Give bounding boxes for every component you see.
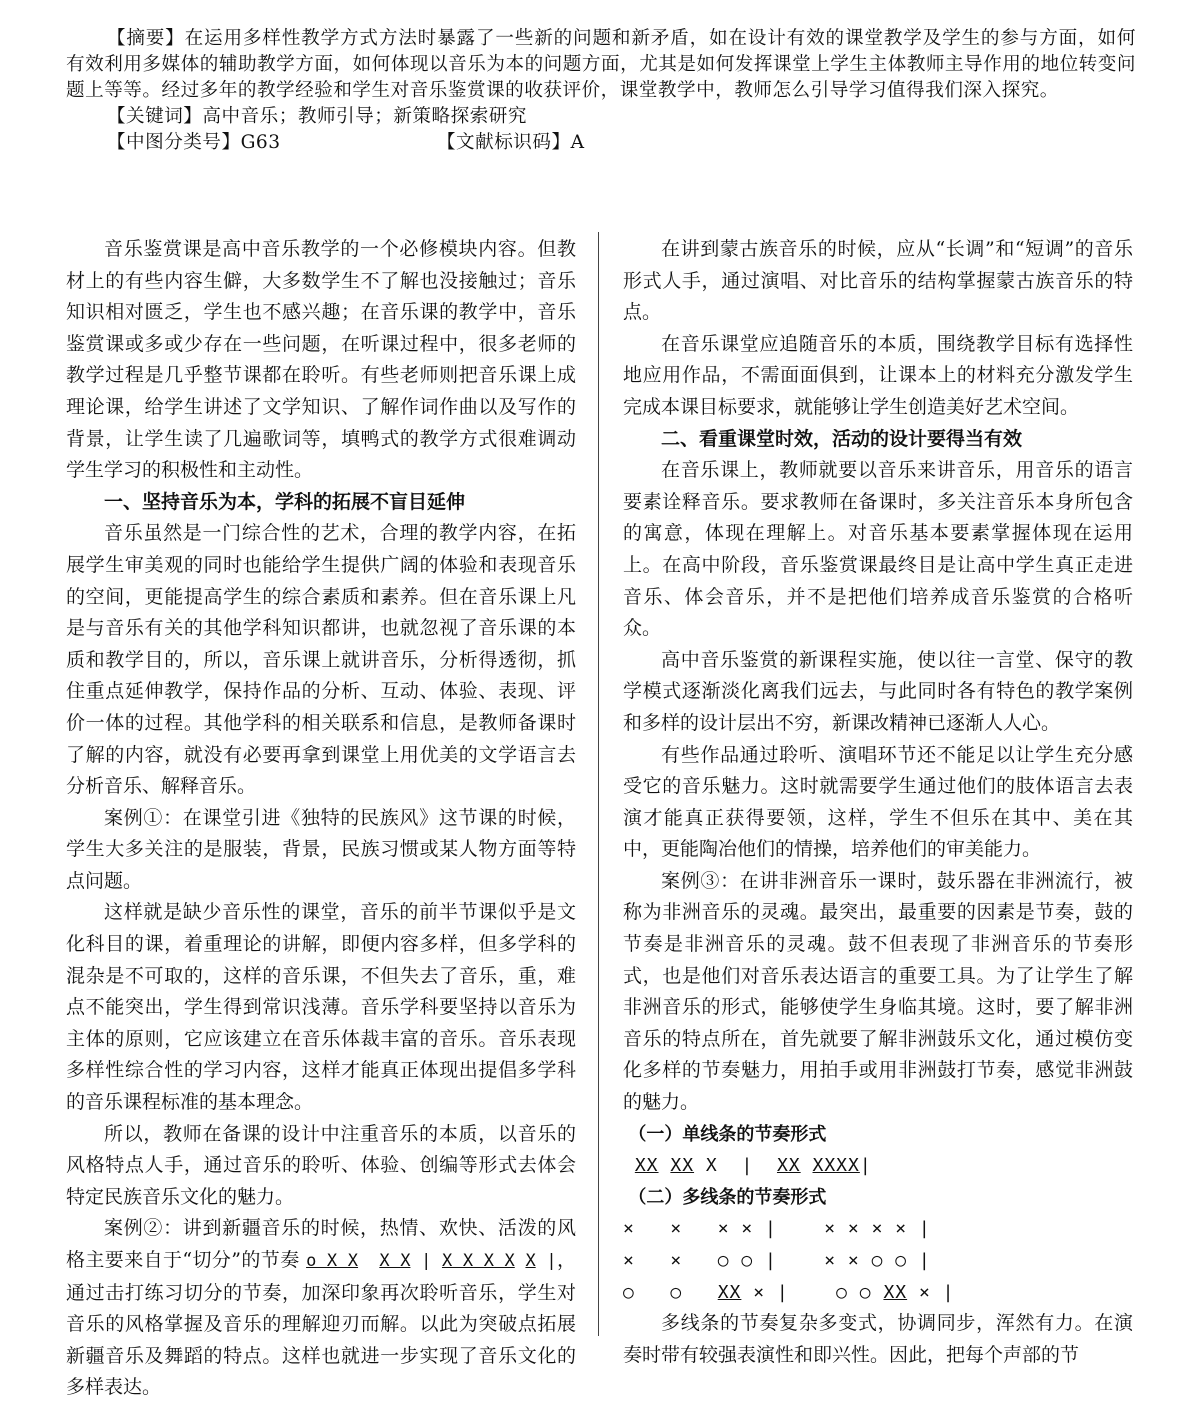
- abstract-paragraph: [66, 26, 1136, 104]
- classification-line: [66, 130, 1136, 156]
- multi-line-rhythm-row-2: × × ○ ○ | × × ○ ○ |: [623, 1250, 931, 1271]
- subheading-single-line-rhythm: （一）单线条的节奏形式: [628, 1123, 827, 1145]
- right-column: [623, 234, 1133, 1371]
- abstract-label: 【摘要】: [106, 28, 185, 49]
- paragraph: 这样就是缺少音乐性的课堂，音乐的前半节课似乎是文化科目的课，着重理论的讲解，即便内容多样，但多学科的混杂是不可取的，这样的音乐课，不但失去了音乐，重，难点不能突出，学生得到常识浅薄。音乐学科要坚持以音乐为主体的原则，它应该建立在音乐体裁丰富的音乐。音乐表现多样性综合性的学习内容，这样才能真正体现出提倡多学科的音乐课程标准的基本理念。: [66, 901, 576, 1114]
- keywords-text: 高中音乐；教师引导；新策略探索研究: [202, 106, 527, 127]
- multi-line-rhythm-row-1: × × × × | × × × × |: [623, 1218, 931, 1240]
- column-divider: [598, 232, 599, 1336]
- paragraph: 所以，教师在备课的设计中注重音乐的本质，以音乐的风格特点人手，通过音乐的聆听、体验、创编等形式去体会特定民族音乐文化的魅力。: [66, 1122, 576, 1208]
- abstract-block: [66, 26, 1136, 156]
- paragraph: 有些作品通过聆听、演唱环节还不能足以让学生充分感受它的音乐魅力。这时就需要学生通过他们的肢体语言去表演才能真正获得要领，这样，学生不但乐在其中、美在其中，更能陶冶他们的情操，培养他们的审美能力。: [623, 743, 1133, 861]
- syncopation-rhythm: o X X X X | X X X X X |: [306, 1251, 557, 1271]
- clc-label: 【中图分类号】: [106, 132, 241, 153]
- paragraph: 多线条的节奏复杂多变式，协调同步，浑然有力。在演奏时带有较强表演性和即兴性。因此，把每个声部的节: [623, 1312, 1133, 1366]
- clc-value: G63: [240, 132, 281, 153]
- section-heading-1: 一、坚持音乐为本，学科的拓展不盲目延伸: [104, 490, 466, 513]
- section-heading-2: 二、看重课堂时效，活动的设计要得当有效: [661, 427, 1023, 450]
- abstract-text: 在运用多样性教学方式方法时暴露了一些新的问题和新矛盾，如在设计有效的课堂教学及学生的参与方面，如何有效利用多媒体的辅助教学方面，如何体现以音乐为本的问题方面，尤其是如何发挥课堂上学生主体教师主导作用的地位转变问题上等等。经过多年的教学经验和学生对音乐鉴赏课的收获评价，课堂教学中，教师怎么引导学习值得我们深入探究。: [66, 28, 1136, 101]
- keywords-label: 【关键词】: [106, 106, 203, 127]
- case-1-paragraph: 案例①：在课堂引进《独特的民族风》这节课的时候，学生大多关注的是服装，背景，民族习惯或某人物方面等特点问题。: [66, 806, 576, 892]
- subheading-multi-line-rhythm: （二）多线条的节奏形式: [628, 1186, 827, 1208]
- paragraph: 在音乐课上，教师就要以音乐来讲音乐，用音乐的语言要素诠释音乐。要求教师在备课时，多关注音乐本身所包含的寓意，体现在理解上。对音乐基本要素掌握体现在运用上。在高中阶段，音乐鉴赏课最终目是让高中学生真正走进音乐、体会音乐，并不是把他们培养成音乐鉴赏的合格听众。: [623, 459, 1133, 640]
- multi-line-rhythm-row-3: ○ ○ XX × | ○ ○ XX × |: [623, 1281, 955, 1303]
- paragraph: 高中音乐鉴赏的新课程实施，使以往一言堂、保守的教学模式逐渐淡化离我们远去，与此同时各有特色的教学案例和多样的设计层出不穷，新课改精神已逐渐人人心。: [623, 648, 1133, 734]
- left-column: [66, 234, 576, 1404]
- paragraph: 音乐鉴赏课是高中音乐教学的一个必修模块内容。但教材上的有些内容生僻，大多数学生不了解也没接触过；音乐知识相对匮乏，学生也不感兴趣；在音乐课的教学中，音乐鉴赏课或多或少存在一些问题，在听课过程中，很多老师的教学过程是几乎整节课都在聆听。有些老师则把音乐课上成理论课，给学生讲述了文学知识、了解作词作曲以及写作的背景，让学生读了几遍歌词等，填鸭式的教学方式很难调动学生学习的积极性和主动性。: [66, 238, 576, 482]
- case-2-paragraph: 案例②：讲到新疆音乐的时候，热情、欢快、活泼的风格主要来自于“切分”的节奏 o X X X X | X X X X X |，通过击打练习切分的节奏，加深印象再次聆听音乐，学生对音乐的风格掌握及音乐的理解迎刃而解。以此为突破点拓展新疆音乐及舞蹈的特点。这样也就进一步实现了音乐文化的多样表达。: [66, 1217, 576, 1399]
- keywords-line: [66, 104, 1136, 130]
- case-3-paragraph: 案例③：在讲非洲音乐一课时，鼓乐器在非洲流行，被称为非洲音乐的灵魂。最突出，最重要的因素是节奏，鼓的节奏是非洲音乐的灵魂。鼓不但表现了非洲音乐的节奏形式，也是他们对音乐表达语言的重要工具。为了让学生了解非洲音乐的形式，能够使学生身临其境。这时，要了解非洲音乐的特点所在，首先就要了解非洲鼓乐文化，通过模仿变化多样的节奏魅力，用拍手或用非洲鼓打节奏，感觉非洲鼓的魅力。: [623, 869, 1133, 1114]
- doc-code-value: A: [570, 132, 585, 153]
- paragraph: 在讲到蒙古族音乐的时候，应从“长调”和“短调”的音乐形式人手，通过演唱、对比音乐的结构掌握蒙古族音乐的特点。: [623, 238, 1133, 324]
- single-line-rhythm: XX XX X | XX XXXX|: [634, 1155, 872, 1177]
- paragraph: 在音乐课堂应追随音乐的本质，围绕教学目标有选择性地应用作品，不需面面俱到，让课本上的材料充分激发学生完成本课目标要求，就能够让学生创造美好艺术空间。: [623, 332, 1133, 418]
- doc-code-label: 【文献标识码】: [436, 132, 571, 153]
- paragraph: 音乐虽然是一门综合性的艺术，合理的教学内容，在拓展学生审美观的同时也能给学生提供广阔的体验和表现音乐的空间，更能提高学生的综合素质和素养。但在音乐课上凡是与音乐有关的其他学科知识都讲，也就忽视了音乐课的本质和教学目的，所以，音乐课上就讲音乐，分析得透彻，抓住重点延伸教学，保持作品的分析、互动、体验、表现、评价一体的过程。其他学科的相关联系和信息，是教师备课时了解的内容，就没有必要再拿到课堂上用优美的文学语言去分析音乐、解释音乐。: [66, 522, 576, 798]
